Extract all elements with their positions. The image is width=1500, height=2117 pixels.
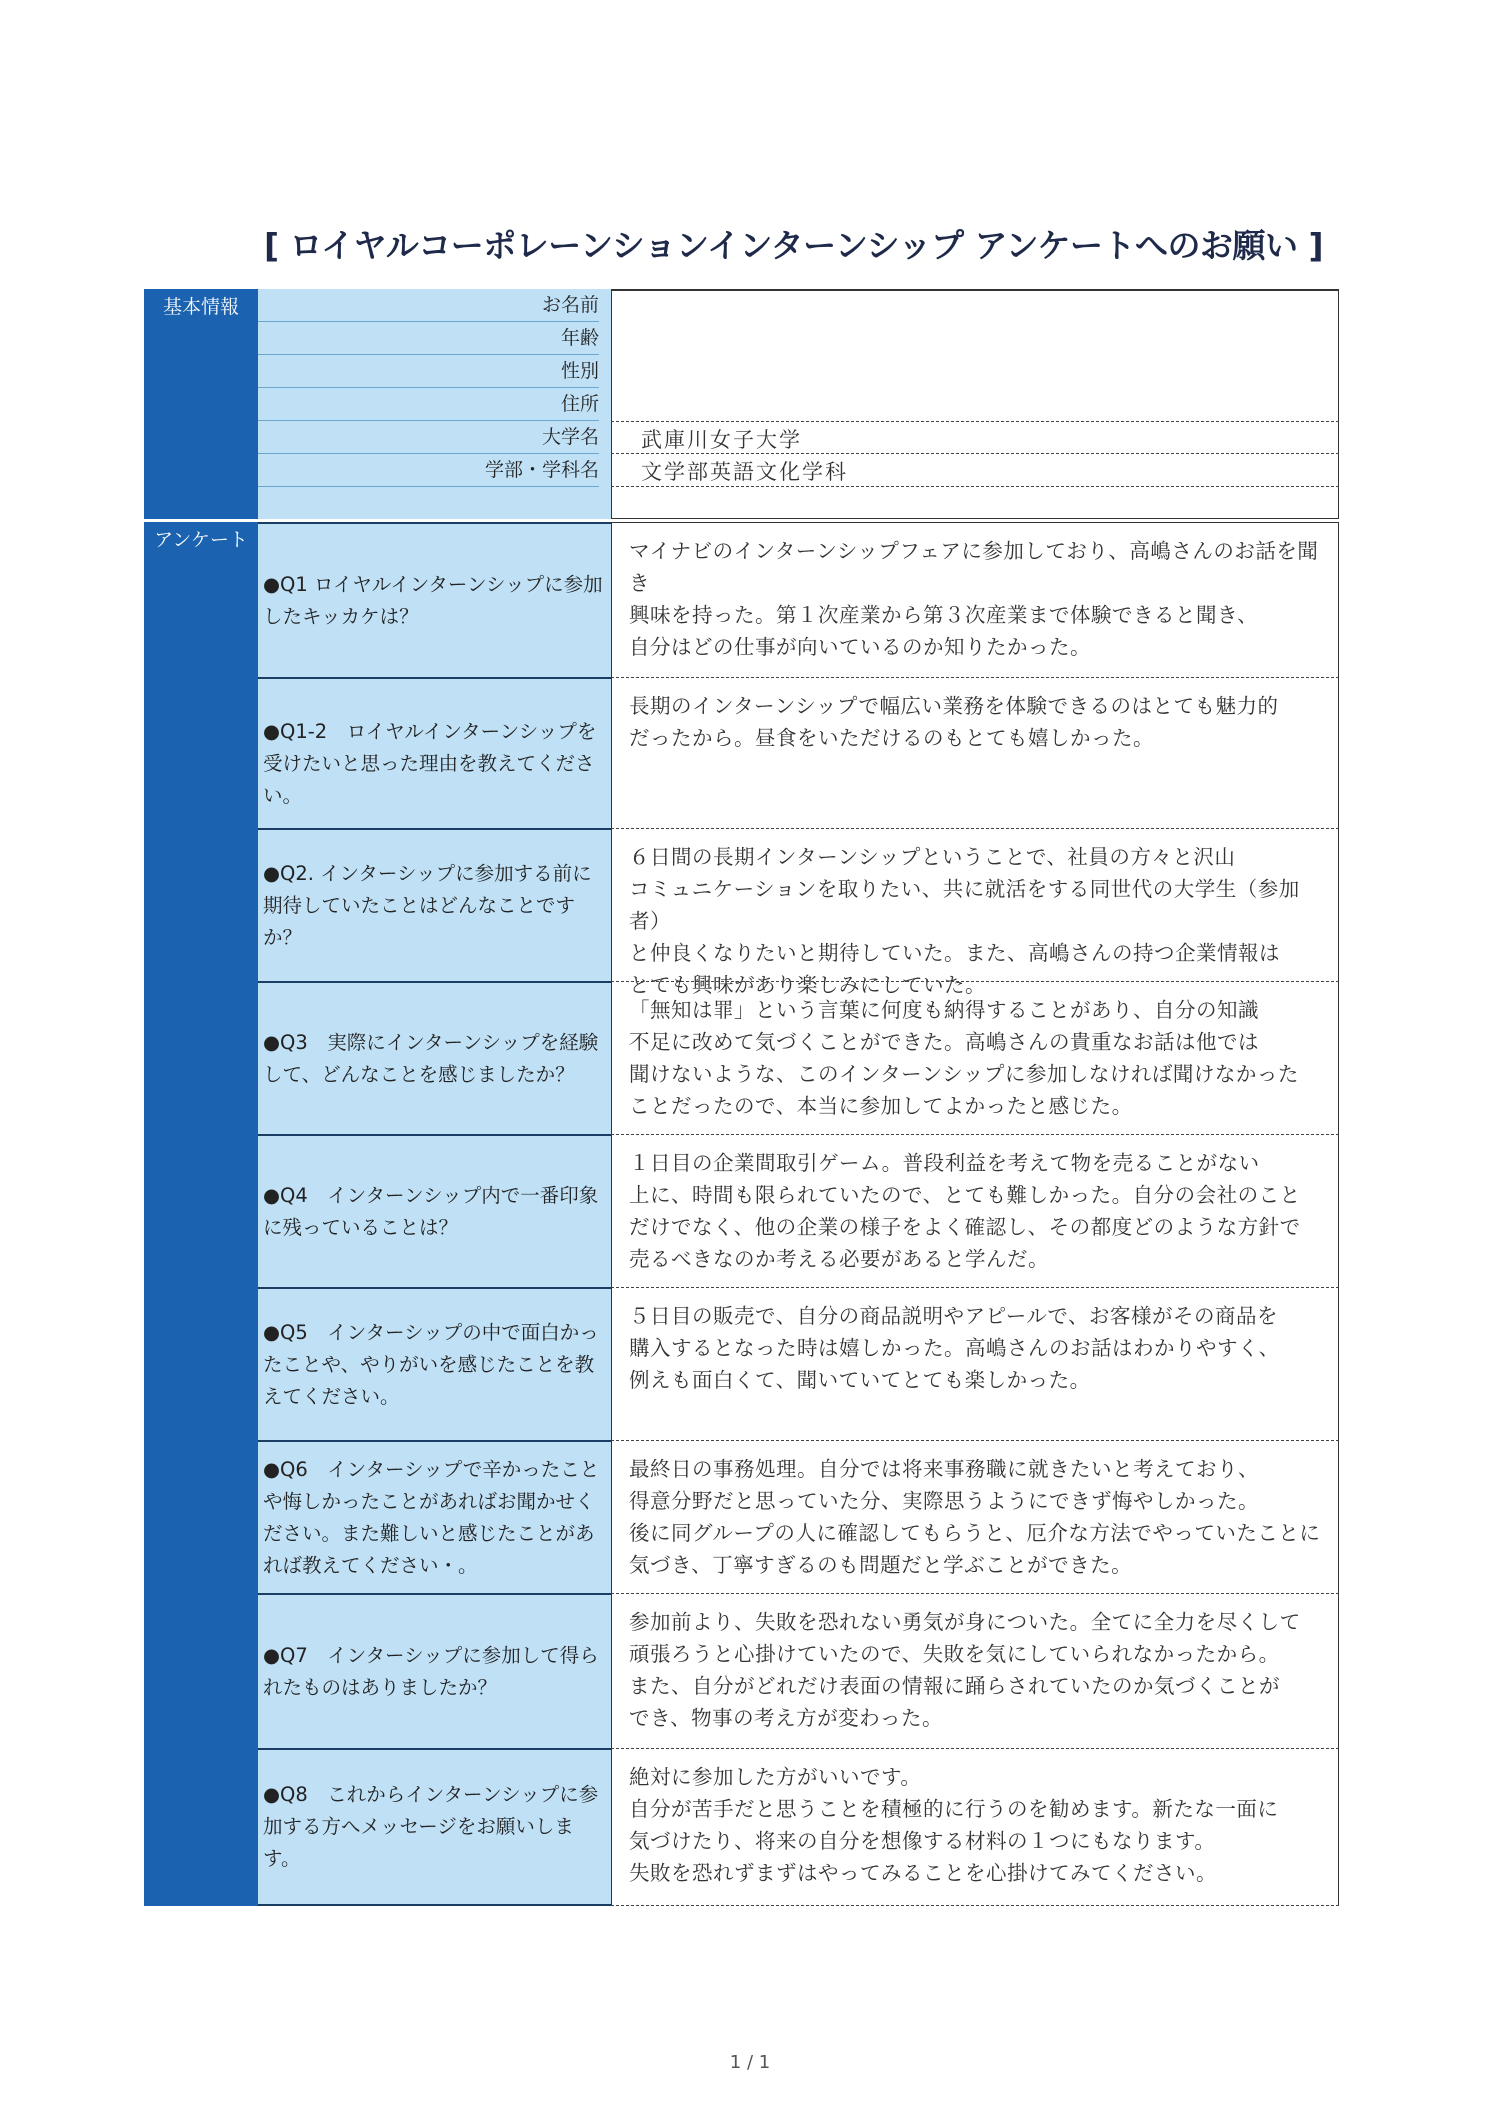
survey-row-q6 xyxy=(258,1440,1339,1593)
answer-q7[interactable]: 参加前より、失敗を恐れない勇気が身についた。全てに全力を尽くして 頑張ろうと心掛けていたので、失敗を気にしていられなかったから。 また、自分がどれだけ表面の情報に踊らされていたのか気づくことが でき、物事の考え方が変わった。 xyxy=(611,1593,1339,1748)
answer-q1-2[interactable]: 長期のインターンシップで幅広い業務を体験できるのはとても魅力的 だったから。昼食をいただけるのもとても嬉しかった。 xyxy=(611,677,1339,828)
question-q8: ●Q8 これからインターンシップに参加する方へメッセージをお願いします。 xyxy=(258,1748,611,1906)
survey-row-q3 xyxy=(258,981,1339,1134)
survey-row-q4 xyxy=(258,1134,1339,1287)
answer-q8[interactable]: 絶対に参加した方がいいです。 自分が苦手だと思うことを積極的に行うのを勧めます。新たな一面に 気づけたり、将来の自分を想像する材料の１つにもなります。 失敗を恐れずまずはやってみることを心掛けてみてください。 xyxy=(611,1748,1339,1906)
university-value: 武庫川女子大学 xyxy=(641,428,802,452)
question-q1-2: ●Q1-2 ロイヤルインターンシップを受けたいと思った理由を教えてください。 xyxy=(258,677,611,828)
survey-row-q5 xyxy=(258,1287,1339,1440)
basic-info-section-bar xyxy=(144,289,258,519)
age-label: 年齢 xyxy=(258,322,599,355)
survey-row-q2 xyxy=(258,828,1339,997)
answer-q4[interactable]: １日目の企業間取引ゲーム。普段利益を考えて物を売ることがない 上に、時間も限られていたので、とても難しかった。自分の会社のこと だけでなく、他の企業の様子をよく確認し、その都度どのような方針で 売るべきなのか考える必要があると学んだ。 xyxy=(611,1134,1339,1287)
survey-section-label: アンケート xyxy=(154,529,248,551)
survey-row-q8 xyxy=(258,1748,1339,1906)
answer-q5[interactable]: ５日目の販売で、自分の商品説明やアピールで、お客様がその商品を 購入するとなった時は嬉しかった。高嶋さんのお話はわかりやすく、 例えも面白くて、聞いていてとても楽しかった。 xyxy=(611,1287,1339,1440)
faculty-value: 文学部英語文化学科 xyxy=(641,460,848,484)
faculty-field[interactable] xyxy=(611,454,1339,487)
survey-row-q7 xyxy=(258,1593,1339,1748)
survey-row-q1-2 xyxy=(258,677,1339,828)
university-label: 大学名 xyxy=(258,421,599,454)
question-q1: ●Q1 ロイヤルインターンシップに参加したキッカケは？ xyxy=(258,522,611,677)
answer-q6[interactable]: 最終日の事務処理。自分では将来事務職に就きたいと考えており、 得意分野だと思っていた分、実際思うようにできず悔やしかった。 後に同グループの人に確認してもらうと、厄介な方法でやっていたことに 気づき、丁寧すぎるのも問題だと学ぶことができた。 xyxy=(611,1440,1339,1593)
question-q7: ●Q7 インターシップに参加して得られたものはありましたか？ xyxy=(258,1593,611,1748)
survey-form xyxy=(144,289,1339,1906)
page-title: [ ロイヤルコーポレーンションインターンシップ アンケートへのお願い ] xyxy=(264,226,1324,265)
basic-info-section-label: 基本情報 xyxy=(162,296,239,318)
survey-row-q1 xyxy=(258,522,1339,677)
page-number: 1 / 1 xyxy=(729,2052,771,2073)
faculty-label: 学部・学科名 xyxy=(258,454,599,487)
university-field[interactable] xyxy=(611,421,1339,454)
question-q3: ●Q3 実際にインターンシップを経験して、どんなことを感じましたか？ xyxy=(258,981,611,1134)
gender-label: 性別 xyxy=(258,355,599,388)
basic-info-labels xyxy=(258,289,611,519)
answer-q3[interactable]: 「無知は罪」という言葉に何度も納得することがあり、自分の知識 不足に改めて気づくことができた。高嶋さんの貴重なお話は他では 聞けないような、このインターンシップに参加しなければ聞けなかった ことだったので、本当に参加してよかったと感じた。 xyxy=(611,981,1339,1134)
question-q2: ●Q2. インターシップに参加する前に期待していたことはどんなことですか？ xyxy=(258,828,611,981)
survey-section-bar xyxy=(144,522,258,1906)
form-bottom-line xyxy=(611,1905,1339,1906)
address-label: 住所 xyxy=(258,388,599,421)
answer-q1[interactable]: マイナビのインターンシップフェアに参加しており、高嶋さんのお話を聞き 興味を持った。第１次産業から第３次産業まで体験できると聞き、 自分はどの仕事が向いているのか知りたかった。 xyxy=(611,522,1339,677)
name-label: お名前 xyxy=(258,289,599,322)
answer-q2[interactable]: ６日間の長期インターンシップということで、社員の方々と沢山 コミュニケーションを取りたい、共に就活をする同世代の大学生（参加者） と仲良くなりたいと期待していた。また、高嶋さんの持つ企業情報は とても興味があり楽しみにしていた。 xyxy=(611,828,1339,981)
question-q5: ●Q5 インターシップの中で面白かったことや、やりがいを感じたことを教えてください。 xyxy=(258,1287,611,1440)
question-q6: ●Q6 インターシップで辛かったことや悔しかったことがあればお聞かせください。また難しいと感じたことがあれば教えてください・。 xyxy=(258,1440,611,1593)
question-q4: ●Q4 インターンシップ内で一番印象に残っていることは？ xyxy=(258,1134,611,1287)
